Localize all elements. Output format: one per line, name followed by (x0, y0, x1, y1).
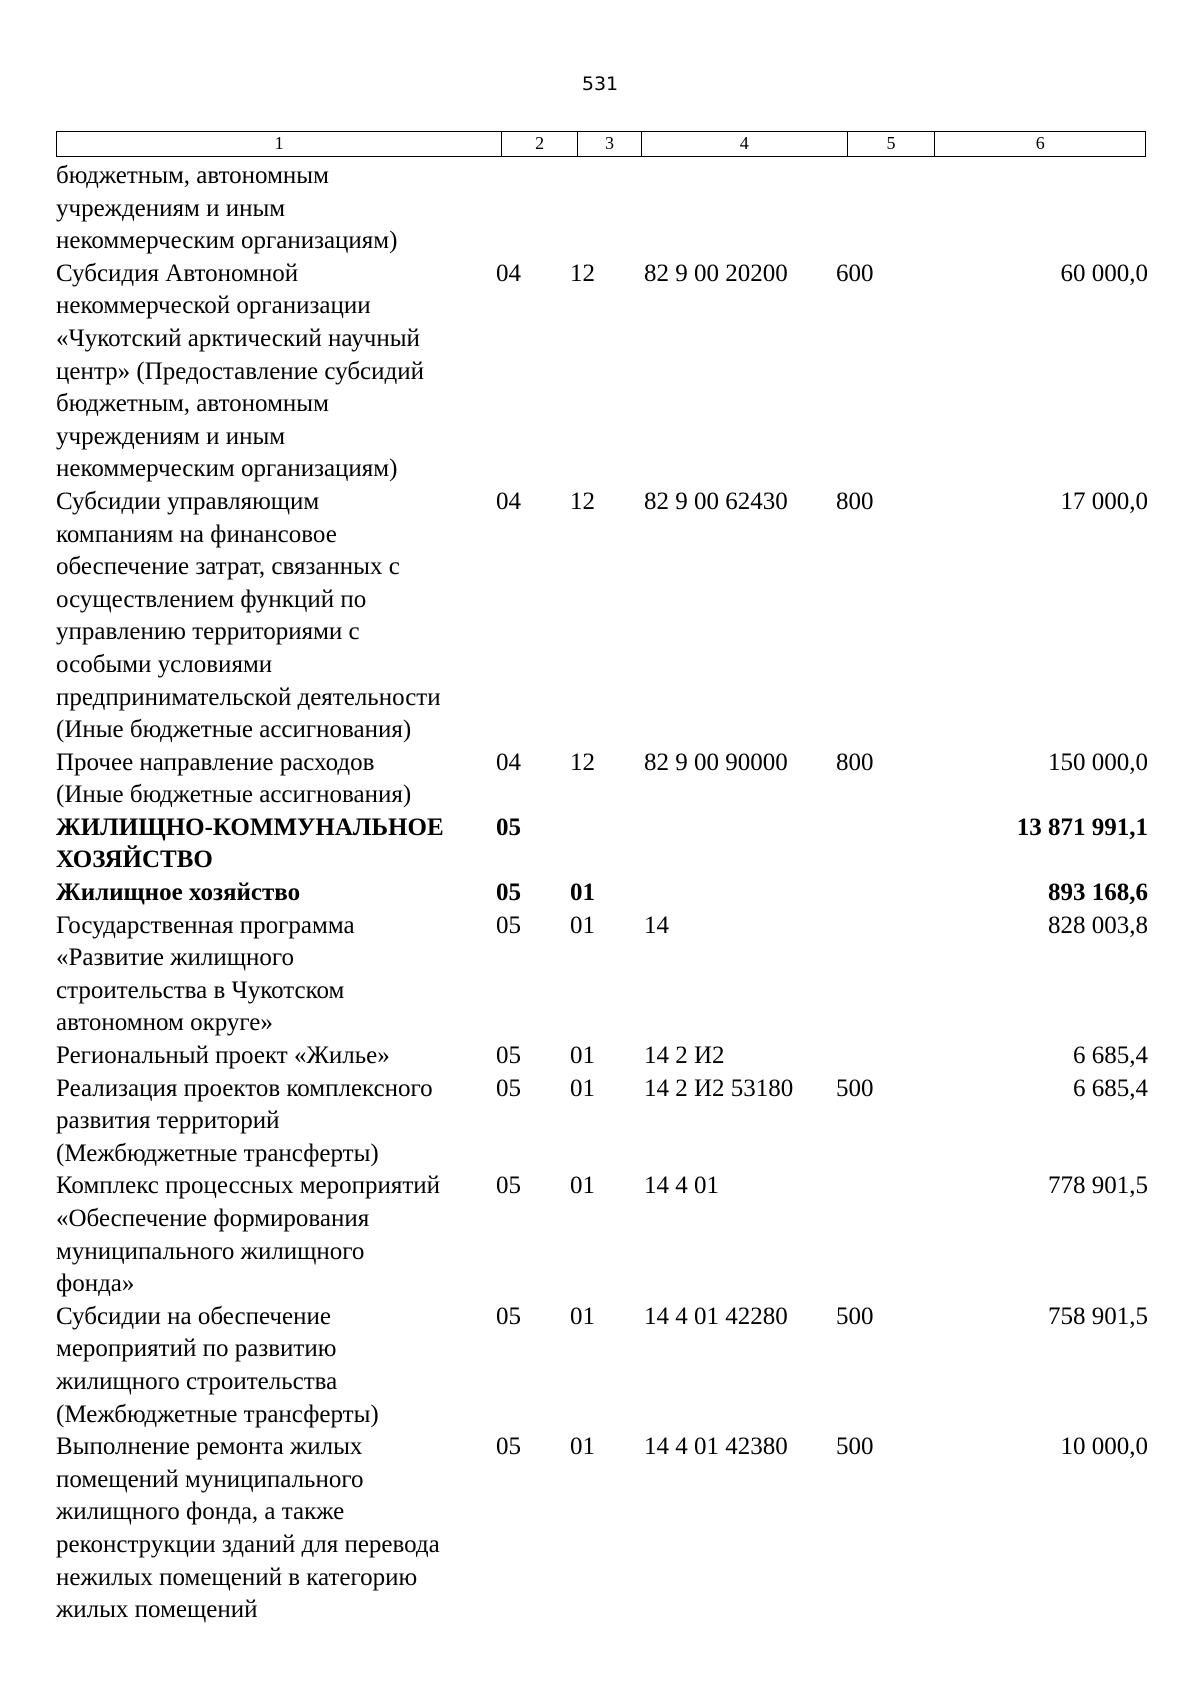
row-section: 05 (496, 813, 521, 841)
row-type: 800 (836, 748, 874, 776)
row-name: Выполнение ремонта жилых помещений муниципального жилищного фонда, а также реконструкции зданий для перевода нежилых помещений в категорию жилых помещений (56, 1433, 440, 1624)
row-section: 05 (496, 911, 521, 939)
row-section: 05 (496, 879, 521, 907)
row-name: Субсидия Автономной некоммерческой организации «Чукотский арктический научный центр» (Предоставление субсидий бюджетным, автономным учреждениям и иным некоммерческим организациям) (56, 259, 425, 483)
row-section: 04 (496, 259, 521, 287)
row-subsection: 01 (570, 1074, 595, 1102)
row-amount: 6 685,4 (1073, 1074, 1148, 1102)
row-name: Комплекс процессных мероприятий «Обеспечение формирования муниципального жилищного фонда» (56, 1172, 441, 1298)
row-subsection: 12 (570, 259, 595, 287)
row-amount: 778 901,5 (1048, 1172, 1148, 1200)
row-subsection: 01 (570, 1042, 595, 1070)
header-col-4: 4 (642, 132, 848, 156)
table-row (56, 1431, 1148, 1627)
row-name: Региональный проект «Жилье» (56, 1042, 390, 1070)
row-type: 600 (836, 259, 874, 287)
row-target: 82 9 00 62430 (644, 487, 788, 515)
row-amount: 828 003,8 (1048, 911, 1148, 939)
row-section: 05 (496, 1172, 521, 1200)
row-subsection: 01 (570, 879, 595, 907)
table-row (56, 486, 1148, 747)
row-name: бюджетным, автономным учреждениям и иным некоммерческим организациям) (56, 162, 398, 255)
row-name: Прочее направление расходов (Иные бюджетные ассигнования) (56, 748, 412, 809)
row-name: Государственная программа «Развитие жилищного строительства в Чукотском автономном округе» (56, 911, 355, 1037)
table-row (56, 258, 1148, 486)
row-name: ЖИЛИЩНО-КОММУНАЛЬНОЕ ХОЗЯЙСТВО (56, 813, 444, 874)
row-section: 04 (496, 748, 521, 776)
row-target: 82 9 00 20200 (644, 259, 788, 287)
table-header (56, 131, 1146, 157)
table-row (56, 1073, 1148, 1171)
row-section: 05 (496, 1433, 521, 1461)
row-subsection: 01 (570, 1433, 595, 1461)
row-section: 05 (496, 1302, 521, 1330)
table-row (56, 747, 1148, 812)
table-row (56, 812, 1148, 877)
row-target: 14 2 И2 (644, 1042, 725, 1070)
header-col-2: 2 (502, 132, 578, 156)
header-col-6: 6 (1035, 133, 1045, 153)
table-row (56, 160, 1148, 258)
row-amount: 60 000,0 (1060, 259, 1148, 287)
table-row (56, 910, 1148, 1040)
row-subsection: 12 (570, 748, 595, 776)
row-subsection: 01 (570, 1302, 595, 1330)
row-name: Субсидии на обеспечение мероприятий по развитию жилищного строительства (Межбюджетные трансферты) (56, 1302, 379, 1428)
row-section: 05 (496, 1074, 521, 1102)
row-type: 500 (836, 1302, 874, 1330)
table-row (56, 1170, 1148, 1300)
row-name: Жилищное хозяйство (56, 879, 301, 907)
row-amount: 13 871 991,1 (1016, 813, 1148, 841)
row-subsection: 01 (570, 1172, 595, 1200)
row-target: 14 4 01 42380 (644, 1433, 788, 1461)
header-col-1: 1 (57, 132, 502, 156)
row-target: 82 9 00 90000 (644, 748, 788, 776)
row-target: 14 2 И2 53180 (644, 1074, 794, 1102)
row-target: 14 4 01 42280 (644, 1302, 788, 1330)
row-amount: 893 168,6 (1048, 879, 1148, 907)
header-col-3: 3 (578, 132, 642, 156)
row-subsection: 01 (570, 911, 595, 939)
budget-table-body (56, 160, 1148, 1627)
row-amount: 6 685,4 (1073, 1042, 1148, 1070)
row-subsection: 12 (570, 487, 595, 515)
row-type: 500 (836, 1433, 874, 1461)
table-row (56, 877, 1148, 910)
row-amount: 758 901,5 (1048, 1302, 1148, 1330)
row-name: Реализация проектов комплексного развития территорий (Межбюджетные трансферты) (56, 1074, 433, 1167)
row-type: 800 (836, 487, 874, 515)
row-type: 500 (836, 1074, 874, 1102)
page-number: 531 (581, 73, 619, 95)
row-target: 14 4 01 (644, 1172, 719, 1200)
row-name: Субсидии управляющим компаниям на финансовое обеспечение затрат, связанных с осуществлением функций по управлению территориями с особыми условиями предпринимательской деятельности (Иные бюджетные ассигнования) (56, 487, 441, 744)
row-target: 14 (644, 911, 669, 939)
row-amount: 17 000,0 (1060, 487, 1148, 515)
row-amount: 10 000,0 (1060, 1433, 1148, 1461)
table-row (56, 1040, 1148, 1073)
row-section: 04 (496, 487, 521, 515)
table-row (56, 1301, 1148, 1431)
row-amount: 150 000,0 (1048, 748, 1148, 776)
header-col-5: 5 (848, 132, 936, 156)
row-section: 05 (496, 1042, 521, 1070)
